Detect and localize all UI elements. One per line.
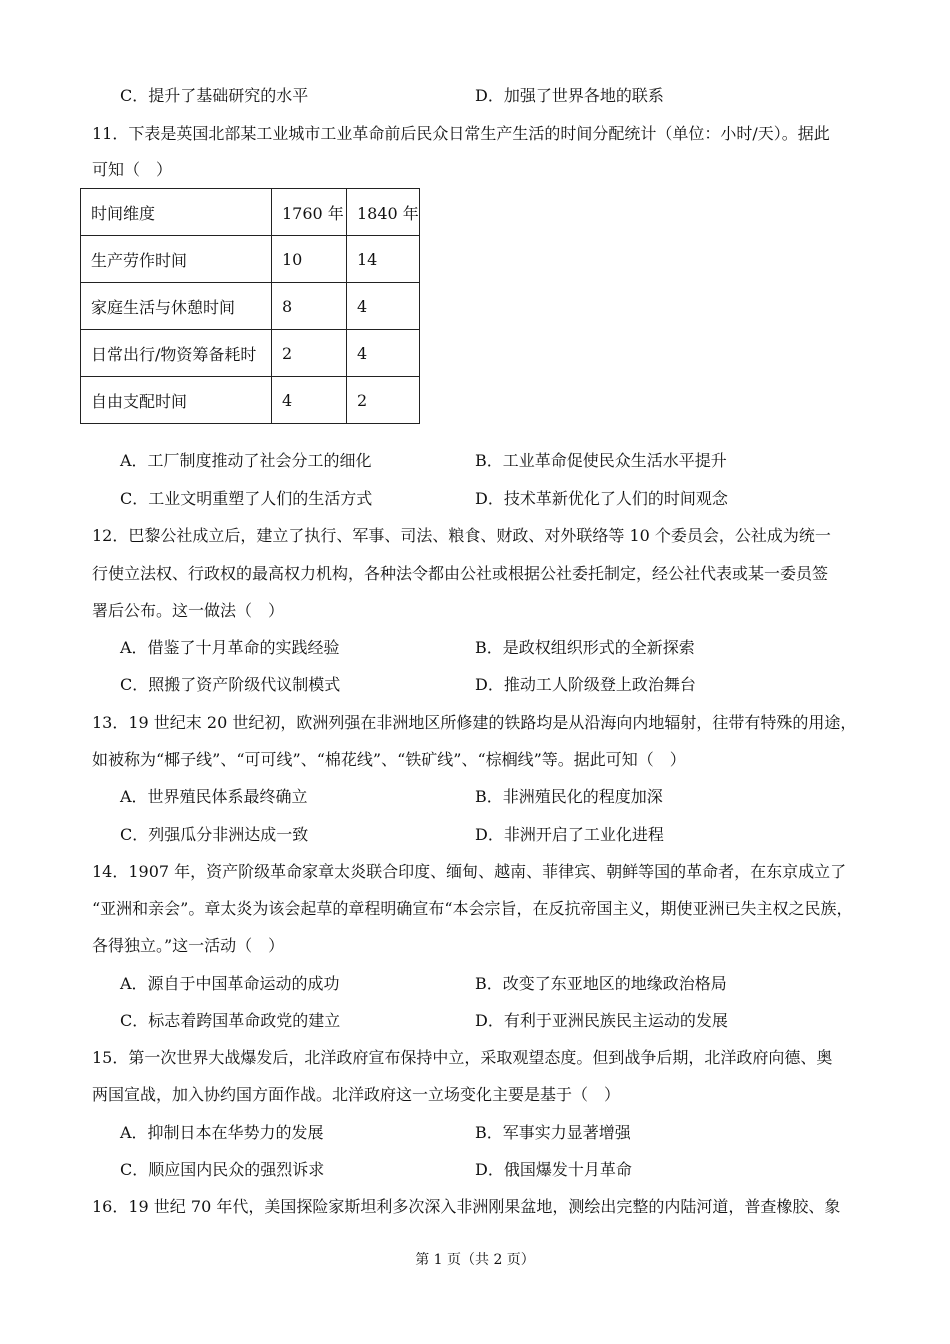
- q13-option-d: D．非洲开启了工业化进程: [475, 825, 664, 844]
- table-cell: 2: [272, 330, 347, 377]
- table-header-cell: 1760 年: [272, 189, 347, 236]
- q15-option-a: A．抑制日本在华势力的发展: [120, 1123, 324, 1142]
- q11-option-b: B．工业革命促使民众生活水平提升: [475, 451, 727, 470]
- q14-option-b: B．改变了东亚地区的地缘政治格局: [475, 974, 727, 993]
- q15-option-b: B．军事实力显著增强: [475, 1123, 631, 1142]
- q13-stem-line2: 如被称为“椰子线”、“可可线”、“棉花线”、“铁矿线”、“棕榈线”等。据此可知（ ）: [92, 750, 686, 769]
- q11-stem-line2: 可知（ ）: [92, 160, 173, 179]
- q12-stem-line3: 署后公布。这一做法（ ）: [92, 601, 285, 620]
- q13-option-a: A．世界殖民体系最终确立: [120, 787, 308, 806]
- table-row: [81, 377, 420, 424]
- time-allocation-table: [80, 188, 420, 424]
- q11-option-c: C．工业文明重塑了人们的生活方式: [120, 489, 373, 508]
- table-header-row: [81, 189, 420, 236]
- table-row: [81, 236, 420, 283]
- table-cell: 4: [347, 283, 420, 330]
- table-row: [81, 283, 420, 330]
- q12-option-b: B．是政权组织形式的全新探索: [475, 638, 695, 657]
- q12-stem-line1: 12．巴黎公社成立后，建立了执行、军事、司法、粮食、财政、对外联络等 10 个委员会，公社成为统一: [92, 526, 831, 545]
- table-cell: 8: [272, 283, 347, 330]
- q14-option-d: D．有利于亚洲民族民主运动的发展: [475, 1011, 728, 1030]
- table-cell: 4: [347, 330, 420, 377]
- q16-stem-line1: 16．19 世纪 70 年代，美国探险家斯坦利多次深入非洲刚果盆地，测绘出完整的内陆河道，普查橡胶、象: [92, 1197, 841, 1216]
- q12-option-d: D．推动工人阶级登上政治舞台: [475, 675, 696, 694]
- table-cell: 家庭生活与休憩时间: [81, 283, 272, 330]
- q14-stem-line3: 各得独立。”这一活动（ ）: [92, 936, 285, 955]
- q14-option-c: C．标志着跨国革命政党的建立: [120, 1011, 341, 1030]
- q10-option-d: D．加强了世界各地的联系: [475, 86, 664, 105]
- q15-option-c: C．顺应国内民众的强烈诉求: [120, 1160, 325, 1179]
- table-header-cell: 时间维度: [81, 189, 272, 236]
- q11-option-a: A．工厂制度推动了社会分工的细化: [120, 451, 372, 470]
- table-cell: 14: [347, 236, 420, 283]
- q14-stem-line2: “亚洲和亲会”。章太炎为该会起草的章程明确宣布“本会宗旨，在反抗帝国主义，期使亚洲已失主权之民族，: [92, 899, 853, 918]
- q12-stem-line2: 行使立法权、行政权的最高权力机构，各种法令都由公社或根据公社委托制定，经公社代表或某一委员签: [92, 564, 829, 583]
- q13-option-b: B．非洲殖民化的程度加深: [475, 787, 663, 806]
- table-cell: 2: [347, 377, 420, 424]
- q14-option-a: A．源自于中国革命运动的成功: [120, 974, 340, 993]
- q13-stem-line1: 13．19 世纪末 20 世纪初，欧洲列强在非洲地区所修建的铁路均是从沿海向内地辐射，往带有特殊的用途，: [92, 713, 857, 732]
- table-row: [81, 330, 420, 377]
- table-header-cell: 1840 年: [347, 189, 420, 236]
- q15-stem-line2: 两国宣战，加入协约国方面作战。北洋政府这一立场变化主要是基于（ ）: [92, 1085, 621, 1104]
- q13-option-c: C．列强瓜分非洲达成一致: [120, 825, 309, 844]
- q14-stem-line1: 14．1907 年，资产阶级革命家章太炎联合印度、缅甸、越南、菲律宾、朝鲜等国的革命者，在东京成立了: [92, 862, 847, 881]
- table-cell: 生产劳作时间: [81, 236, 272, 283]
- q12-option-c: C．照搬了资产阶级代议制模式: [120, 675, 341, 694]
- q12-option-a: A．借鉴了十月革命的实践经验: [120, 638, 340, 657]
- q11-option-d: D．技术革新优化了人们的时间观念: [475, 489, 728, 508]
- table-cell: 10: [272, 236, 347, 283]
- table-cell: 4: [272, 377, 347, 424]
- q10-option-c: C．提升了基础研究的水平: [120, 86, 309, 105]
- table-cell: 自由支配时间: [81, 377, 272, 424]
- q15-option-d: D．俄国爆发十月革命: [475, 1160, 632, 1179]
- table-cell: 日常出行/物资筹备耗时: [81, 330, 272, 377]
- q11-stem-line1: 11．下表是英国北部某工业城市工业革命前后民众日常生产生活的时间分配统计（单位：小时/天）。据此: [92, 124, 830, 143]
- page-footer: 第 1 页（共 2 页）: [415, 1252, 535, 1268]
- q15-stem-line1: 15．第一次世界大战爆发后，北洋政府宣布保持中立，采取观望态度。但到战争后期，北洋政府向德、奥: [92, 1048, 833, 1067]
